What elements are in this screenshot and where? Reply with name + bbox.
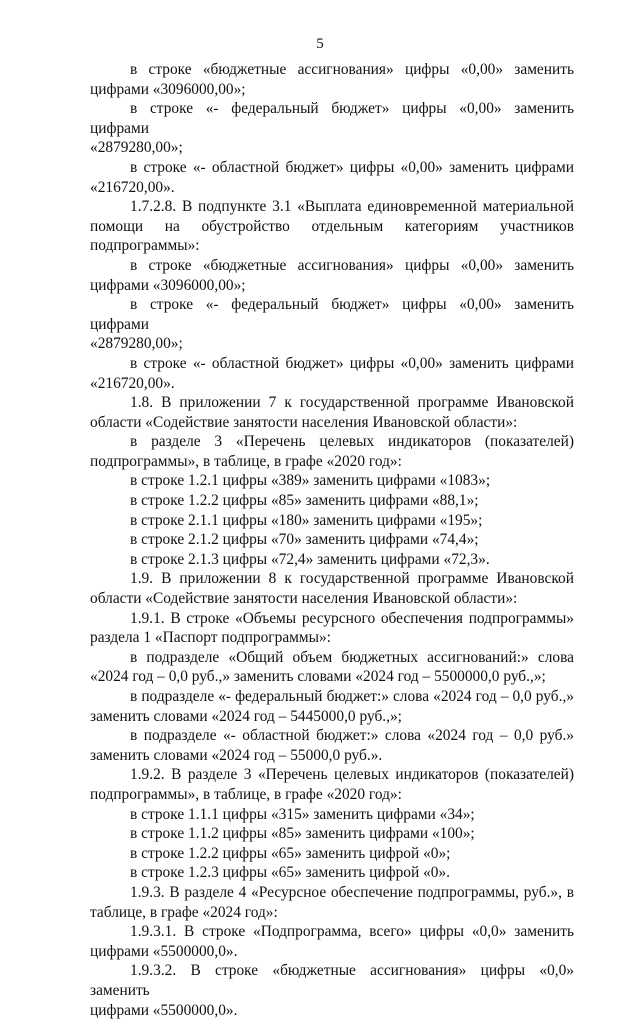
text-line: в строке 1.2.2 цифры «65» заменить цифрой «0»; bbox=[90, 844, 574, 864]
text-line: цифрами «3096000,00»; bbox=[90, 80, 574, 100]
text-line: «2879280,00»; bbox=[90, 138, 574, 158]
text-line: 1.9.3.1. В строке «Подпрограмма, всего» цифры «0,0» заменить bbox=[90, 922, 574, 942]
text-line: в подразделе «- областной бюджет:» слова «2024 год – 0,0 руб.» bbox=[90, 726, 574, 746]
text-line: «216720,00». bbox=[90, 178, 574, 198]
text-line: помощи на обустройство отдельным категориям участников bbox=[90, 217, 574, 237]
text-line: в строке 1.2.2 цифры «85» заменить цифрами «88,1»; bbox=[90, 491, 574, 511]
text-line: области «Содействие занятости населения Ивановской области»: bbox=[90, 413, 574, 433]
page-number: 5 bbox=[0, 34, 640, 54]
text-line: в строке 2.1.2 цифры «70» заменить цифрами «74,4»; bbox=[90, 530, 574, 550]
text-line: цифрами «5500000,0». bbox=[90, 1001, 574, 1020]
text-line: 1.9. В приложении 8 к государственной программе Ивановской bbox=[90, 569, 574, 589]
text-line: заменить словами «2024 год – 55000,0 руб.». bbox=[90, 746, 574, 766]
text-line: в разделе 3 «Перечень целевых индикаторов (показателей) bbox=[90, 432, 574, 452]
text-line: в строке «бюджетные ассигнования» цифры «0,00» заменить bbox=[90, 256, 574, 276]
text-line: «2879280,00»; bbox=[90, 334, 574, 354]
text-line: 1.9.1. В строке «Объемы ресурсного обеспечения подпрограммы» bbox=[90, 609, 574, 629]
text-line: в строке 1.2.1 цифры «389» заменить цифрами «1083»; bbox=[90, 471, 574, 491]
text-line: подпрограммы», в таблице, в графе «2020 год»: bbox=[90, 785, 574, 805]
text-line: таблице, в графе «2024 год»: bbox=[90, 903, 574, 923]
document-body bbox=[90, 60, 574, 1020]
text-line: в подразделе «Общий объем бюджетных ассигнований:» слова bbox=[90, 648, 574, 668]
text-line: «2024 год – 0,0 руб.,» заменить словами «2024 год – 5500000,0 руб.,»; bbox=[90, 667, 574, 687]
text-line: в строке 2.1.3 цифры «72,4» заменить цифрами «72,3». bbox=[90, 550, 574, 570]
text-line: в строке 1.1.2 цифры «85» заменить цифрами «100»; bbox=[90, 824, 574, 844]
text-line: раздела 1 «Паспорт подпрограммы»: bbox=[90, 628, 574, 648]
text-line: в строке «- областной бюджет» цифры «0,00» заменить цифрами bbox=[90, 354, 574, 374]
text-line: области «Содействие занятости населения Ивановской области»: bbox=[90, 589, 574, 609]
text-line: цифрами «5500000,0». bbox=[90, 942, 574, 962]
text-line: 1.9.3.2. В строке «бюджетные ассигнования» цифры «0,0» заменить bbox=[90, 961, 574, 1000]
text-line: 1.8. В приложении 7 к государственной программе Ивановской bbox=[90, 393, 574, 413]
text-line: заменить словами «2024 год – 5445000,0 руб.,»; bbox=[90, 707, 574, 727]
text-line: в подразделе «- федеральный бюджет:» слова «2024 год – 0,0 руб.,» bbox=[90, 687, 574, 707]
text-line: 1.9.3. В разделе 4 «Ресурсное обеспечение подпрограммы, руб.», в bbox=[90, 883, 574, 903]
text-line: цифрами «3096000,00»; bbox=[90, 276, 574, 296]
text-line: в строке 1.2.3 цифры «65» заменить цифрой «0». bbox=[90, 863, 574, 883]
text-line: подпрограммы», в таблице, в графе «2020 год»: bbox=[90, 452, 574, 472]
text-line: в строке «- областной бюджет» цифры «0,00» заменить цифрами bbox=[90, 158, 574, 178]
text-line: в строке «бюджетные ассигнования» цифры «0,00» заменить bbox=[90, 60, 574, 80]
text-line: в строке 2.1.1 цифры «180» заменить цифрами «195»; bbox=[90, 511, 574, 531]
text-line: подпрограммы»: bbox=[90, 236, 574, 256]
text-line: 1.7.2.8. В подпункте 3.1 «Выплата единовременной материальной bbox=[90, 197, 574, 217]
text-line: в строке «- федеральный бюджет» цифры «0,00» заменить цифрами bbox=[90, 295, 574, 334]
text-line: в строке 1.1.1 цифры «315» заменить цифрами «34»; bbox=[90, 805, 574, 825]
text-line: в строке «- федеральный бюджет» цифры «0,00» заменить цифрами bbox=[90, 99, 574, 138]
text-line: 1.9.2. В разделе 3 «Перечень целевых индикаторов (показателей) bbox=[90, 765, 574, 785]
text-line: «216720,00». bbox=[90, 374, 574, 394]
